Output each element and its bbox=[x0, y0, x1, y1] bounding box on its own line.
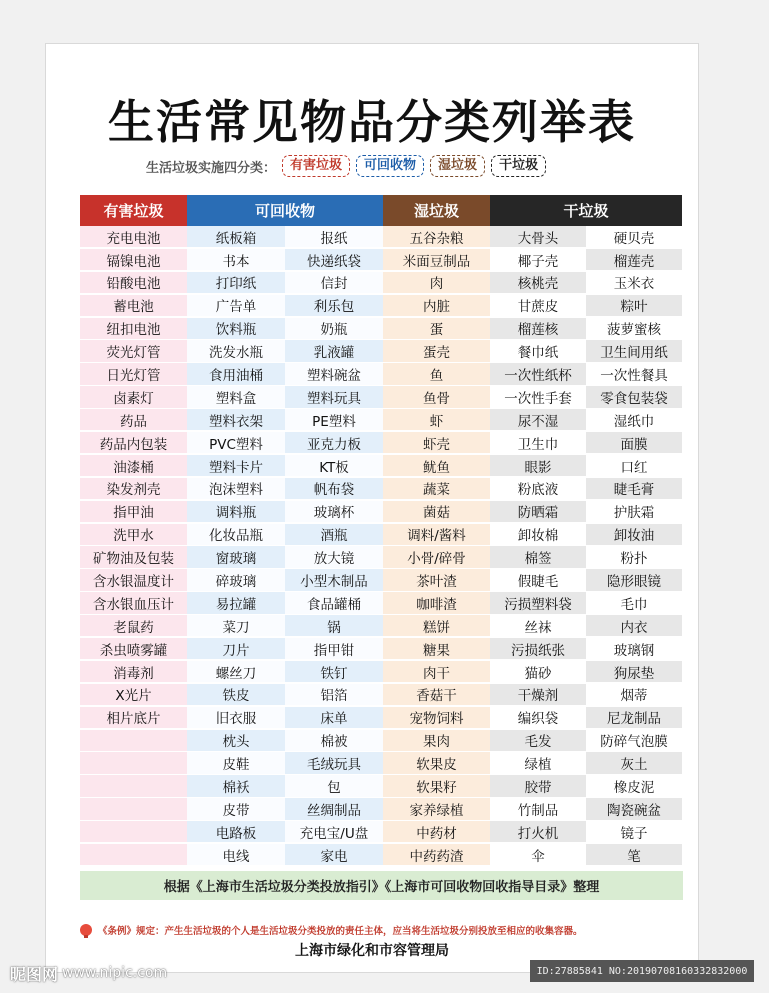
table-cell bbox=[80, 821, 187, 842]
table-cell: 甘蔗皮 bbox=[490, 295, 586, 316]
table-cell: 包 bbox=[285, 775, 383, 796]
table-cell: 一次性手套 bbox=[490, 386, 586, 407]
table-cell: 乳液罐 bbox=[285, 340, 383, 361]
table-cell: 泡沫塑料 bbox=[187, 478, 285, 499]
legend-recyclable: 可回收物 bbox=[356, 155, 424, 177]
table-cell: 湿纸巾 bbox=[586, 409, 682, 430]
table-cell: 虾壳 bbox=[383, 432, 490, 453]
table-cell: 指甲钳 bbox=[285, 638, 383, 659]
table-cell bbox=[80, 798, 187, 819]
issuing-bureau: 上海市绿化和市容管理局 bbox=[295, 943, 449, 959]
table-cell: 利乐包 bbox=[285, 295, 383, 316]
table-cell: 卸妆油 bbox=[586, 524, 682, 545]
table-header bbox=[80, 195, 683, 226]
header-wet: 湿垃圾 bbox=[383, 195, 490, 226]
table-cell: 铅酸电池 bbox=[80, 272, 187, 293]
table-cell: 粽叶 bbox=[586, 295, 682, 316]
table-cell: 果肉 bbox=[383, 730, 490, 751]
watermark-id: ID:27885841 NO:20190708160332832000 bbox=[530, 960, 754, 982]
classification-table bbox=[80, 195, 683, 867]
table-cell: 日光灯管 bbox=[80, 363, 187, 384]
table-cell: 肉干 bbox=[383, 661, 490, 682]
column-recyclable-2 bbox=[285, 226, 383, 867]
table-cell: 报纸 bbox=[285, 226, 383, 247]
table-cell: 菌菇 bbox=[383, 501, 490, 522]
table-cell: 陶瓷碗盆 bbox=[586, 798, 682, 819]
table-cell: 眼影 bbox=[490, 455, 586, 476]
table-cell: 鱼骨 bbox=[383, 386, 490, 407]
table-cell: 杀虫喷雾罐 bbox=[80, 638, 187, 659]
table-cell: 调料瓶 bbox=[187, 501, 285, 522]
table-cell: 粉扑 bbox=[586, 546, 682, 567]
table-cell: 宠物饲料 bbox=[383, 707, 490, 728]
table-cell: 铁钉 bbox=[285, 661, 383, 682]
column-dry-1 bbox=[490, 226, 586, 867]
table-cell bbox=[80, 775, 187, 796]
table-cell: 刀片 bbox=[187, 638, 285, 659]
table-cell: 米面豆制品 bbox=[383, 249, 490, 270]
table-cell: 防碎气泡膜 bbox=[586, 730, 682, 751]
table-cell: 糖果 bbox=[383, 638, 490, 659]
table-cell: 榴莲核 bbox=[490, 318, 586, 339]
table-cell: 书本 bbox=[187, 249, 285, 270]
table-cell: 口红 bbox=[586, 455, 682, 476]
table-cell: 镉镍电池 bbox=[80, 249, 187, 270]
table-cell: 棉签 bbox=[490, 546, 586, 567]
table-cell: 荧光灯管 bbox=[80, 340, 187, 361]
table-cell: 消毒剂 bbox=[80, 661, 187, 682]
table-cell: 卸妆棉 bbox=[490, 524, 586, 545]
table-cell: 尼龙制品 bbox=[586, 707, 682, 728]
table-cell: 灰土 bbox=[586, 752, 682, 773]
source-note: 根据《上海市生活垃圾分类投放指引》《上海市可回收物回收指导目录》整理 bbox=[80, 871, 683, 900]
table-cell: 大骨头 bbox=[490, 226, 586, 247]
legend-wet: 湿垃圾 bbox=[430, 155, 485, 177]
table-cell: 防晒霜 bbox=[490, 501, 586, 522]
table-cell: 鱿鱼 bbox=[383, 455, 490, 476]
table-cell: 卫生间用纸 bbox=[586, 340, 682, 361]
table-cell: 酒瓶 bbox=[285, 524, 383, 545]
table-cell: 绿植 bbox=[490, 752, 586, 773]
watermark-logo bbox=[10, 958, 167, 988]
table-cell: 棉袄 bbox=[187, 775, 285, 796]
table-cell: 香菇干 bbox=[383, 684, 490, 705]
table-cell: 药品内包装 bbox=[80, 432, 187, 453]
table-cell: 玻璃杯 bbox=[285, 501, 383, 522]
table-cell: 小型木制品 bbox=[285, 569, 383, 590]
table-cell: 糕饼 bbox=[383, 615, 490, 636]
watermark-site: www.nipic.com bbox=[62, 965, 168, 981]
table-cell: 旧衣服 bbox=[187, 707, 285, 728]
table-cell: 信封 bbox=[285, 272, 383, 293]
table-cell: 铁皮 bbox=[187, 684, 285, 705]
table-cell: 一次性餐具 bbox=[586, 363, 682, 384]
lightbulb-icon bbox=[80, 924, 92, 936]
table-cell: 中药材 bbox=[383, 821, 490, 842]
table-cell: 亚克力板 bbox=[285, 432, 383, 453]
table-cell: 洗发水瓶 bbox=[187, 340, 285, 361]
table-cell: 毛巾 bbox=[586, 592, 682, 613]
table-cell: 硬贝壳 bbox=[586, 226, 682, 247]
column-dry-2 bbox=[586, 226, 682, 867]
table-cell: 椰子壳 bbox=[490, 249, 586, 270]
table-cell: 软果皮 bbox=[383, 752, 490, 773]
table-cell: 窗玻璃 bbox=[187, 546, 285, 567]
table-cell: 蛋壳 bbox=[383, 340, 490, 361]
table-cell: 内脏 bbox=[383, 295, 490, 316]
table-cell: 电线 bbox=[187, 844, 285, 865]
header-dry: 干垃圾 bbox=[490, 195, 682, 226]
table-cell: 含水银血压计 bbox=[80, 592, 187, 613]
table-cell: 食用油桶 bbox=[187, 363, 285, 384]
table-cell: 零食包装袋 bbox=[586, 386, 682, 407]
table-cell: 放大镜 bbox=[285, 546, 383, 567]
table-cell: PE塑料 bbox=[285, 409, 383, 430]
table-cell: 食品罐桶 bbox=[285, 592, 383, 613]
table-cell: 蓄电池 bbox=[80, 295, 187, 316]
table-cell: 丝绸制品 bbox=[285, 798, 383, 819]
header-recyclable: 可回收物 bbox=[187, 195, 383, 226]
table-cell: 家养绿植 bbox=[383, 798, 490, 819]
table-cell: 一次性纸杯 bbox=[490, 363, 586, 384]
header-hazardous: 有害垃圾 bbox=[80, 195, 187, 226]
table-cell: 面膜 bbox=[586, 432, 682, 453]
column-wet bbox=[383, 226, 490, 867]
table-cell: 矿物油及包装 bbox=[80, 546, 187, 567]
table-cell: 充电宝/U盘 bbox=[285, 821, 383, 842]
table-cell: 菜刀 bbox=[187, 615, 285, 636]
poster bbox=[45, 43, 699, 973]
table-cell: 纽扣电池 bbox=[80, 318, 187, 339]
table-cell: 易拉罐 bbox=[187, 592, 285, 613]
table-cell: 卫生巾 bbox=[490, 432, 586, 453]
table-cell: 铝箔 bbox=[285, 684, 383, 705]
table-cell: 蔬菜 bbox=[383, 478, 490, 499]
table-cell: 化妆品瓶 bbox=[187, 524, 285, 545]
watermark-brand: 昵图网 bbox=[10, 964, 59, 984]
table-cell: 充电电池 bbox=[80, 226, 187, 247]
table-cell: 饮料瓶 bbox=[187, 318, 285, 339]
table-cell: 药品 bbox=[80, 409, 187, 430]
table-cell: 尿不湿 bbox=[490, 409, 586, 430]
legend-lead: 生活垃圾实施四分类： bbox=[146, 160, 277, 176]
table-cell: 染发剂壳 bbox=[80, 478, 187, 499]
legend-hazardous: 有害垃圾 bbox=[282, 155, 350, 177]
table-cell: 笔 bbox=[586, 844, 682, 865]
table-cell: 相片底片 bbox=[80, 707, 187, 728]
table-cell: 塑料碗盆 bbox=[285, 363, 383, 384]
table-cell: 橡皮泥 bbox=[586, 775, 682, 796]
table-cell: 家电 bbox=[285, 844, 383, 865]
table-cell: 护肤霜 bbox=[586, 501, 682, 522]
table-cell: 内衣 bbox=[586, 615, 682, 636]
table-cell: 餐巾纸 bbox=[490, 340, 586, 361]
table-cell: 虾 bbox=[383, 409, 490, 430]
table-cell: 蛋 bbox=[383, 318, 490, 339]
table-cell: 猫砂 bbox=[490, 661, 586, 682]
table-cell: 玻璃钢 bbox=[586, 638, 682, 659]
table-cell: 卤素灯 bbox=[80, 386, 187, 407]
table-cell: 咖啡渣 bbox=[383, 592, 490, 613]
table-cell: 含水银温度计 bbox=[80, 569, 187, 590]
table-cell: KT板 bbox=[285, 455, 383, 476]
table-cell: 帆布袋 bbox=[285, 478, 383, 499]
table-cell: 丝袜 bbox=[490, 615, 586, 636]
table-cell: 胶带 bbox=[490, 775, 586, 796]
table-cell: 锅 bbox=[285, 615, 383, 636]
table-cell: 快递纸袋 bbox=[285, 249, 383, 270]
table-cell: 烟蒂 bbox=[586, 684, 682, 705]
table-cell: 塑料卡片 bbox=[187, 455, 285, 476]
legend-dry: 干垃圾 bbox=[491, 155, 546, 177]
table-cell bbox=[80, 752, 187, 773]
table-body bbox=[80, 226, 683, 867]
table-cell: X光片 bbox=[80, 684, 187, 705]
table-cell: 干燥剂 bbox=[490, 684, 586, 705]
table-cell: 狗尿垫 bbox=[586, 661, 682, 682]
table-cell: 榴莲壳 bbox=[586, 249, 682, 270]
table-cell: 毛发 bbox=[490, 730, 586, 751]
table-cell: 假睫毛 bbox=[490, 569, 586, 590]
table-cell: 打火机 bbox=[490, 821, 586, 842]
table-cell: 镜子 bbox=[586, 821, 682, 842]
table-cell: 毛绒玩具 bbox=[285, 752, 383, 773]
regulation-text: 《条例》规定：产生生活垃圾的个人是生活垃圾分类投放的责任主体，应当将生活垃圾分别投放至相应的收集容器。 bbox=[98, 926, 583, 937]
table-cell bbox=[80, 844, 187, 865]
table-cell: 塑料衣架 bbox=[187, 409, 285, 430]
table-cell: 奶瓶 bbox=[285, 318, 383, 339]
table-cell: 床单 bbox=[285, 707, 383, 728]
table-cell: 碎玻璃 bbox=[187, 569, 285, 590]
page-title: 生活常见物品分类列举表 bbox=[108, 95, 636, 149]
column-hazardous bbox=[80, 226, 187, 867]
table-cell: 洗甲水 bbox=[80, 524, 187, 545]
table-cell: 软果籽 bbox=[383, 775, 490, 796]
table-cell: 中药药渣 bbox=[383, 844, 490, 865]
table-cell: 塑料盒 bbox=[187, 386, 285, 407]
table-cell: 螺丝刀 bbox=[187, 661, 285, 682]
regulation-notice bbox=[80, 922, 700, 938]
table-cell: 枕头 bbox=[187, 730, 285, 751]
table-cell: 指甲油 bbox=[80, 501, 187, 522]
table-cell: 核桃壳 bbox=[490, 272, 586, 293]
table-cell: PVC塑料 bbox=[187, 432, 285, 453]
table-cell: 粉底液 bbox=[490, 478, 586, 499]
table-cell: 皮鞋 bbox=[187, 752, 285, 773]
table-cell: 睫毛膏 bbox=[586, 478, 682, 499]
category-legend bbox=[146, 154, 546, 178]
table-cell: 隐形眼镜 bbox=[586, 569, 682, 590]
table-cell: 纸板箱 bbox=[187, 226, 285, 247]
table-cell: 竹制品 bbox=[490, 798, 586, 819]
table-cell: 编织袋 bbox=[490, 707, 586, 728]
table-cell: 茶叶渣 bbox=[383, 569, 490, 590]
table-cell: 污损纸张 bbox=[490, 638, 586, 659]
table-cell: 油漆桶 bbox=[80, 455, 187, 476]
table-cell bbox=[80, 730, 187, 751]
table-cell: 菠萝蜜核 bbox=[586, 318, 682, 339]
table-cell: 塑料玩具 bbox=[285, 386, 383, 407]
column-recyclable-1 bbox=[187, 226, 285, 867]
table-cell: 小骨/碎骨 bbox=[383, 546, 490, 567]
table-cell: 电路板 bbox=[187, 821, 285, 842]
table-cell: 棉被 bbox=[285, 730, 383, 751]
table-cell: 五谷杂粮 bbox=[383, 226, 490, 247]
table-cell: 打印纸 bbox=[187, 272, 285, 293]
table-cell: 广告单 bbox=[187, 295, 285, 316]
table-cell: 鱼 bbox=[383, 363, 490, 384]
table-cell: 伞 bbox=[490, 844, 586, 865]
table-cell: 玉米衣 bbox=[586, 272, 682, 293]
table-cell: 污损塑料袋 bbox=[490, 592, 586, 613]
table-cell: 调料/酱料 bbox=[383, 524, 490, 545]
table-cell: 老鼠药 bbox=[80, 615, 187, 636]
table-cell: 皮带 bbox=[187, 798, 285, 819]
table-cell: 肉 bbox=[383, 272, 490, 293]
